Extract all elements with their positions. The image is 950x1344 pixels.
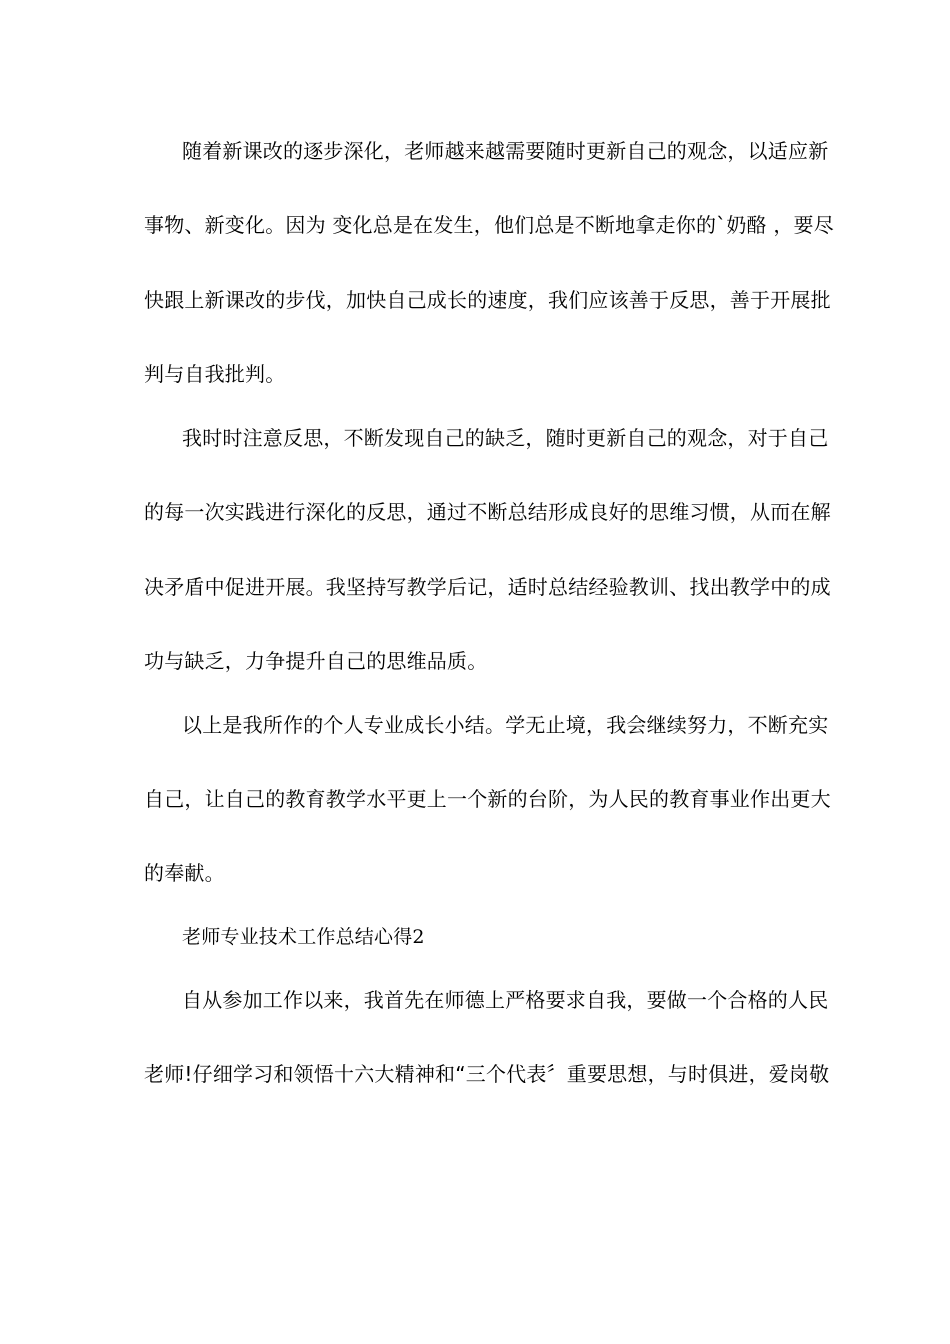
- paragraph-1-line-3: 快跟上新课改的步伐，加快自己成长的速度，我们应该善于反思，善于开展批: [144, 288, 831, 312]
- paragraph-2-line-2: 的每一次实践进行深化的反思，通过不断总结形成良好的思维习惯，从而在解: [144, 500, 831, 524]
- paragraph-3-line-3: 的奉献。: [144, 861, 225, 885]
- paragraph-4-line-2: 老师!仔细学习和领悟十六大精神和“三个代表〞重要思想，与时俱进，爱岗敬: [144, 1062, 830, 1086]
- paragraph-1-line-1: 随着新课改的逐步深化，老师越来越需要随时更新自己的观念，以适应新: [182, 139, 829, 163]
- paragraph-2-line-4: 功与缺乏，力争提升自己的思维品质。: [144, 649, 488, 673]
- paragraph-2-line-3: 决矛盾中促进开展。我坚持写教学后记，适时总结经验教训、找出教学中的成: [144, 575, 831, 599]
- paragraph-1-line-2: 事物、新变化。因为 变化总是在发生，他们总是不断地拿走你的`奶酪 ，要尽: [144, 213, 834, 237]
- paragraph-3-line-1: 以上是我所作的个人专业成长小结。学无止境，我会继续努力，不断充实: [182, 713, 829, 737]
- paragraph-3-line-2: 自己，让自己的教育教学水平更上一个新的台阶，为人民的教育事业作出更大: [144, 787, 831, 811]
- section-title: 老师专业技术工作总结心得2: [182, 926, 425, 948]
- paragraph-4-line-1: 自从参加工作以来，我首先在师德上严格要求自我，要做一个合格的人民: [182, 988, 829, 1012]
- paragraph-2-line-1: 我时时注意反思，不断发现自己的缺乏，随时更新自己的观念，对于自己: [182, 426, 829, 450]
- paragraph-1-line-4: 判与自我批判。: [144, 362, 286, 386]
